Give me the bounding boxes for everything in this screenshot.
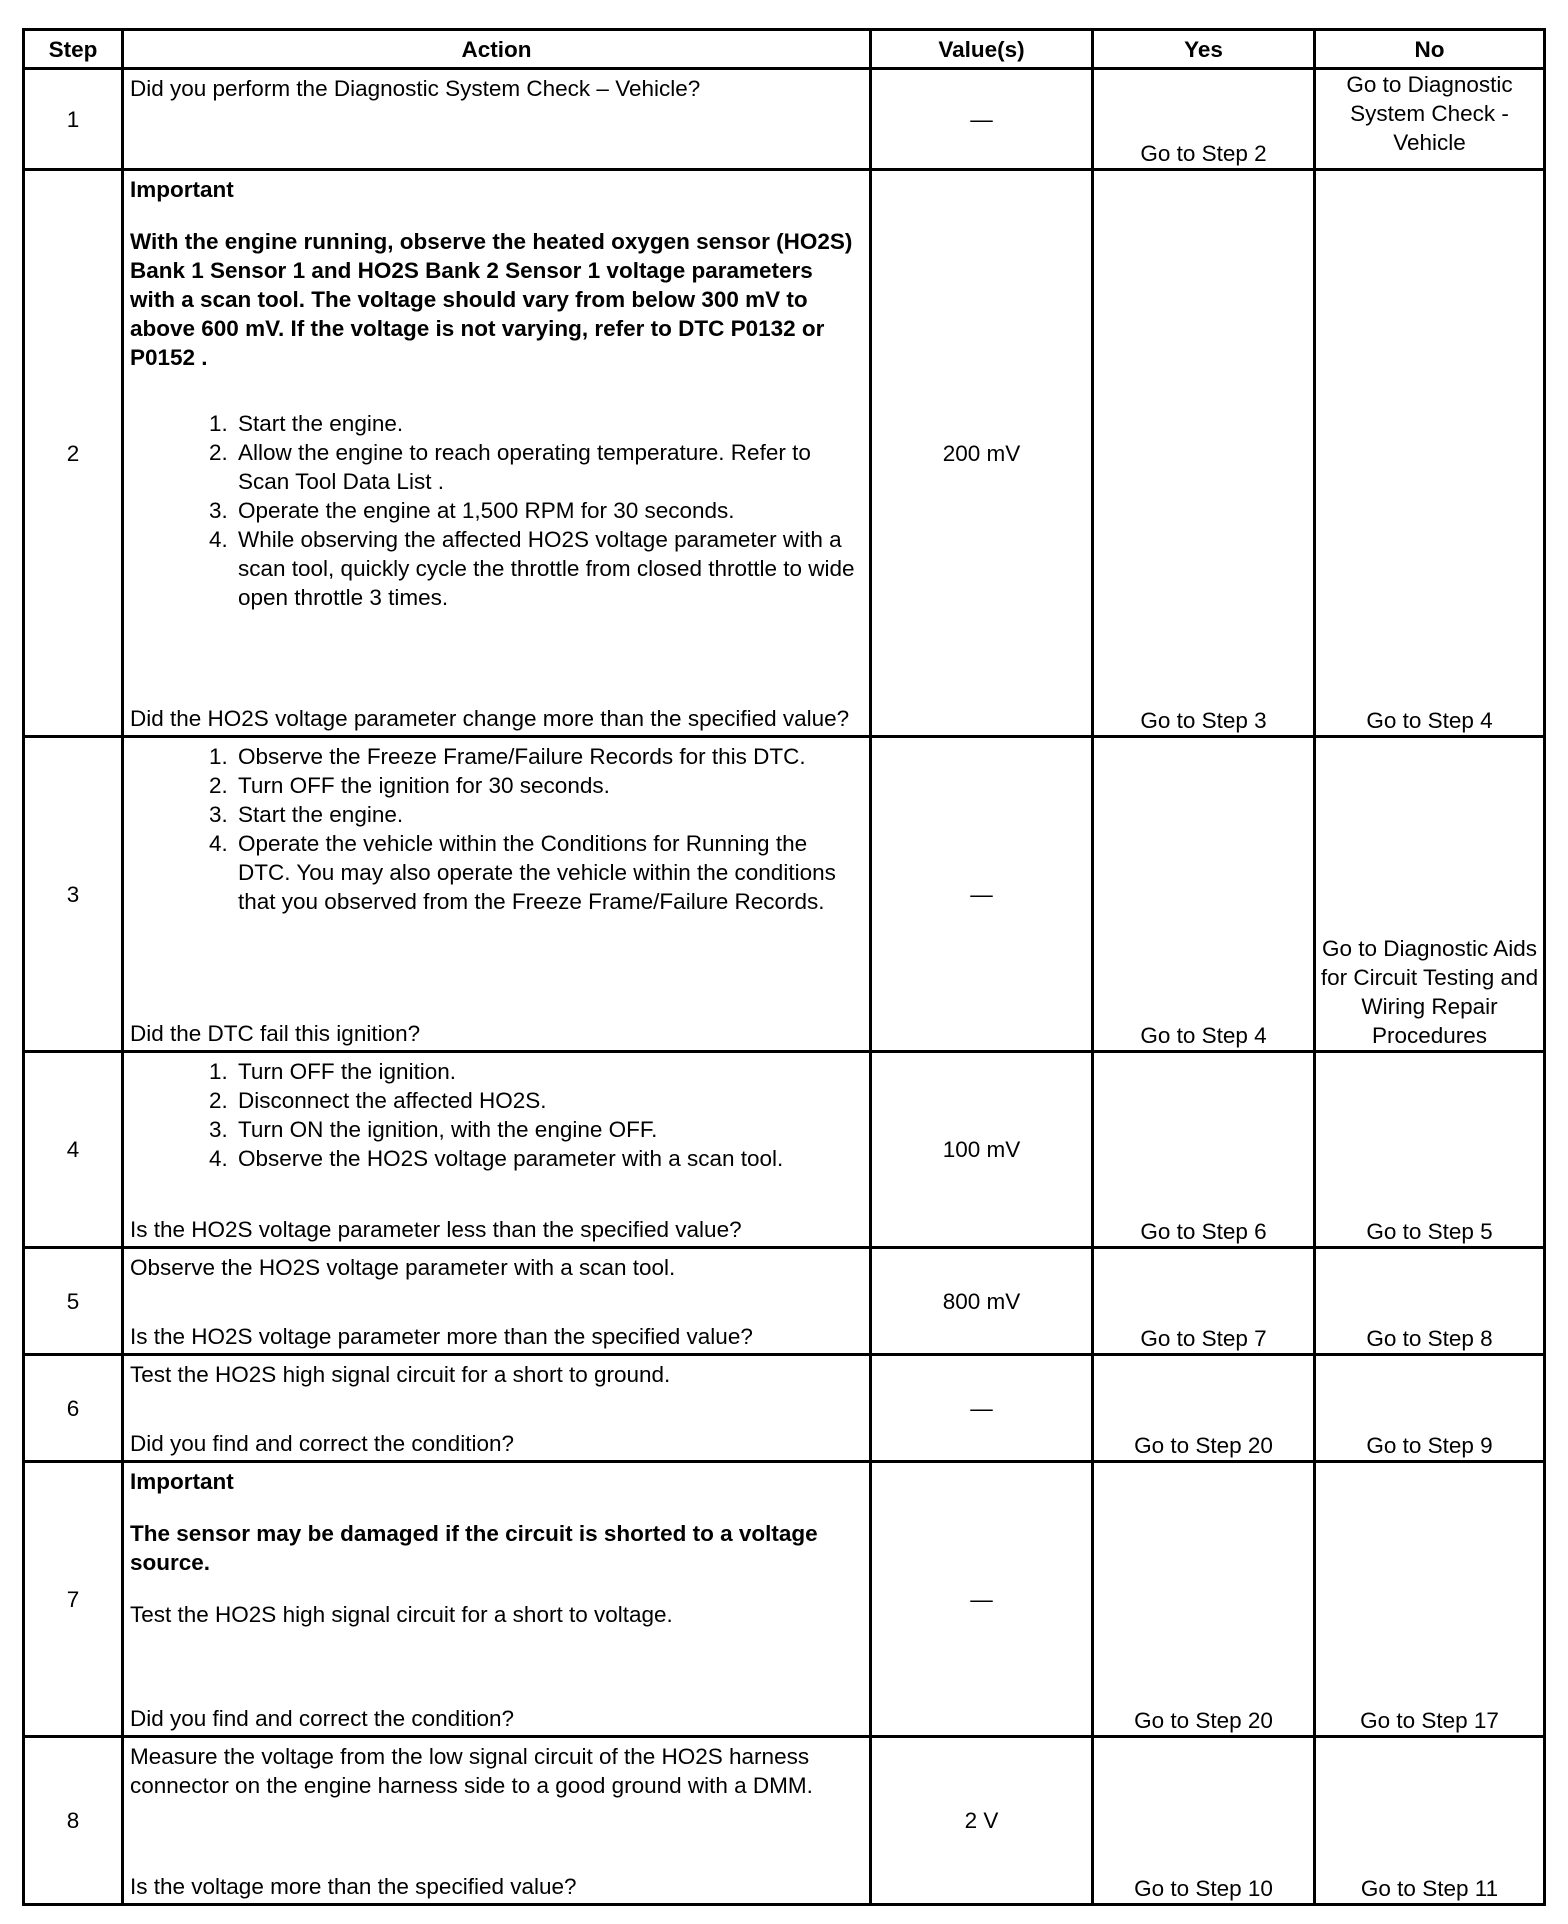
table-row-7 <box>24 1462 1545 1737</box>
action-text: Measure the voltage from the low signal circuit of the HO2S harness connector on the engine harness side to a good ground with a DMM. <box>130 1744 813 1798</box>
table-row-4 <box>24 1052 1545 1248</box>
action-question: Did you perform the Diagnostic System Check – Vehicle? <box>130 76 701 101</box>
value-cell: 200 mV <box>871 170 1093 737</box>
action-question: Did the HO2S voltage parameter change more than the specified value? <box>130 706 850 731</box>
list-item: 1. Start the engine. <box>234 409 863 438</box>
yes-cell: Go to Step 3 <box>1093 170 1315 737</box>
yes-cell: Go to Step 20 <box>1093 1462 1315 1737</box>
step-number: 5 <box>24 1248 123 1355</box>
no-cell: Go to Step 11 <box>1315 1737 1545 1905</box>
yes-cell: Go to Step 6 <box>1093 1052 1315 1248</box>
no-cell: Go to Step 4 <box>1315 170 1545 737</box>
action-question: Is the HO2S voltage parameter more than the specified value? <box>130 1324 753 1349</box>
table-row-8 <box>24 1737 1545 1905</box>
header-values: Value(s) <box>871 30 1093 69</box>
list-item: 1. Turn OFF the ignition. <box>234 1057 863 1086</box>
action-cell <box>123 1462 871 1737</box>
action-cell <box>123 1355 871 1462</box>
list-item: 3. Turn ON the ignition, with the engine OFF. <box>234 1115 863 1144</box>
list-item: 3. Start the engine. <box>234 800 863 829</box>
header-yes: Yes <box>1093 30 1315 69</box>
action-text: Test the HO2S high signal circuit for a short to ground. <box>130 1362 671 1387</box>
action-cell <box>123 69 871 170</box>
value-cell: — <box>871 737 1093 1052</box>
action-question: Did you find and correct the condition? <box>130 1431 514 1456</box>
list-item: 1. Observe the Freeze Frame/Failure Records for this DTC. <box>234 742 863 771</box>
action-cell <box>123 1248 871 1355</box>
yes-cell: Go to Step 7 <box>1093 1248 1315 1355</box>
value-cell: 2 V <box>871 1737 1093 1905</box>
table-row-1 <box>24 69 1545 170</box>
important-label: Important <box>130 1469 234 1494</box>
action-question: Did you find and correct the condition? <box>130 1706 514 1731</box>
list-item: 3. Operate the engine at 1,500 RPM for 30 seconds. <box>234 496 863 525</box>
list-item: 2. Disconnect the affected HO2S. <box>234 1086 863 1115</box>
value-cell: 100 mV <box>871 1052 1093 1248</box>
header-step: Step <box>24 30 123 69</box>
header-action: Action <box>123 30 871 69</box>
yes-cell: Go to Step 2 <box>1093 69 1315 170</box>
table-row-6 <box>24 1355 1545 1462</box>
step-number: 3 <box>24 737 123 1052</box>
value-cell: — <box>871 69 1093 170</box>
step-number: 2 <box>24 170 123 737</box>
no-cell: Go to Step 17 <box>1315 1462 1545 1737</box>
action-question: Is the HO2S voltage parameter less than the specified value? <box>130 1217 742 1242</box>
step-number: 4 <box>24 1052 123 1248</box>
yes-cell: Go to Step 20 <box>1093 1355 1315 1462</box>
step-number: 1 <box>24 69 123 170</box>
step-number: 8 <box>24 1737 123 1905</box>
list-item: 2. Turn OFF the ignition for 30 seconds. <box>234 771 863 800</box>
yes-cell: Go to Step 4 <box>1093 737 1315 1052</box>
procedure-list <box>130 742 863 916</box>
action-cell <box>123 1052 871 1248</box>
action-text: Test the HO2S high signal circuit for a short to voltage. <box>130 1602 673 1627</box>
action-text: Observe the HO2S voltage parameter with a scan tool. <box>130 1255 676 1280</box>
step-number: 7 <box>24 1462 123 1737</box>
no-cell: Go to Diagnostic System Check - Vehicle <box>1315 69 1545 170</box>
value-cell: 800 mV <box>871 1248 1093 1355</box>
action-cell <box>123 170 871 737</box>
list-item: 4. Operate the vehicle within the Conditions for Running the DTC. You may also operate the vehicle within the conditions that you observed from the Freeze Frame/Failure Records. <box>234 829 863 916</box>
header-no: No <box>1315 30 1545 69</box>
list-item: 4. While observing the affected HO2S voltage parameter with a scan tool, quickly cycle the throttle from closed throttle to wide open throttle 3 times. <box>234 525 863 612</box>
value-cell: — <box>871 1462 1093 1737</box>
important-label: Important <box>130 177 234 202</box>
header-row <box>24 30 1545 69</box>
list-item: 2. Allow the engine to reach operating temperature. Refer to Scan Tool Data List . <box>234 438 863 496</box>
action-question: Is the voltage more than the specified value? <box>130 1874 577 1899</box>
value-cell: — <box>871 1355 1093 1462</box>
procedure-list <box>130 1057 863 1173</box>
table-row-5 <box>24 1248 1545 1355</box>
no-cell: Go to Diagnostic Aids for Circuit Testing and Wiring Repair Procedures <box>1315 737 1545 1052</box>
procedure-list <box>130 409 863 612</box>
list-item: 4. Observe the HO2S voltage parameter with a scan tool. <box>234 1144 863 1173</box>
no-cell: Go to Step 9 <box>1315 1355 1545 1462</box>
action-cell <box>123 737 871 1052</box>
yes-cell: Go to Step 10 <box>1093 1737 1315 1905</box>
important-text: With the engine running, observe the heated oxygen sensor (HO2S) Bank 1 Sensor 1 and HO2S Bank 2 Sensor 1 voltage parameters with a scan tool. The voltage should vary from below 300 mV to above 600 mV. If the voltage is not varying, refer to DTC P0132 or P0152 . <box>130 229 853 370</box>
table-row-3 <box>24 737 1545 1052</box>
no-cell: Go to Step 8 <box>1315 1248 1545 1355</box>
table-row-2 <box>24 170 1545 737</box>
action-question: Did the DTC fail this ignition? <box>130 1021 421 1046</box>
diagnostic-table <box>22 28 1546 1906</box>
no-cell: Go to Step 5 <box>1315 1052 1545 1248</box>
action-cell <box>123 1737 871 1905</box>
step-number: 6 <box>24 1355 123 1462</box>
important-text: The sensor may be damaged if the circuit is shorted to a voltage source. <box>130 1521 818 1575</box>
